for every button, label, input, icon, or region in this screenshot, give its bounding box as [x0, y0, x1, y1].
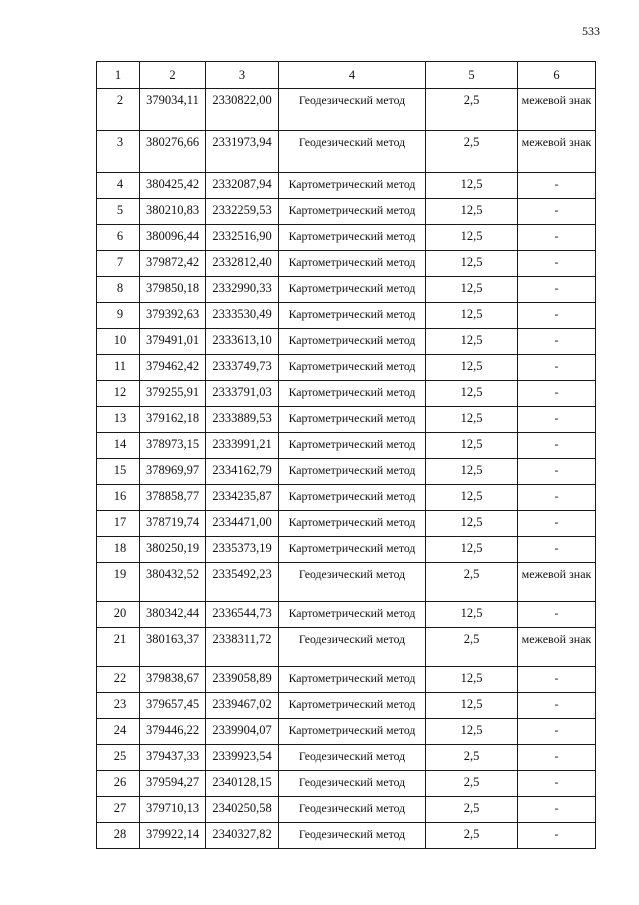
cell-y-coordinate: 2333530,49	[206, 303, 279, 329]
table-row	[97, 771, 596, 797]
cell-x-coordinate: 379255,91	[140, 381, 206, 407]
cell-accuracy: 12,5	[426, 251, 518, 277]
cell-accuracy: 12,5	[426, 173, 518, 199]
cell-accuracy: 12,5	[426, 511, 518, 537]
cell-x-coordinate: 379034,11	[140, 89, 206, 131]
cell-y-coordinate: 2332259,53	[206, 199, 279, 225]
cell-method: Картометрический метод	[279, 173, 426, 199]
cell-boundary-mark: -	[518, 602, 596, 628]
cell-boundary-mark: межевой знак	[518, 563, 596, 602]
cell-y-coordinate: 2332087,94	[206, 173, 279, 199]
cell-method: Картометрический метод	[279, 511, 426, 537]
cell-x-coordinate: 379922,14	[140, 823, 206, 849]
cell-accuracy: 12,5	[426, 693, 518, 719]
table-row	[97, 329, 596, 355]
cell-point-number: 15	[97, 459, 140, 485]
table-row	[97, 797, 596, 823]
cell-y-coordinate: 2333613,10	[206, 329, 279, 355]
table-row	[97, 537, 596, 563]
cell-method: Геодезический метод	[279, 823, 426, 849]
cell-point-number: 2	[97, 89, 140, 131]
table-row	[97, 277, 596, 303]
header-cell-5: 5	[426, 62, 518, 89]
cell-method: Геодезический метод	[279, 563, 426, 602]
cell-method: Картометрический метод	[279, 381, 426, 407]
cell-y-coordinate: 2334235,87	[206, 485, 279, 511]
cell-x-coordinate: 379491,01	[140, 329, 206, 355]
table-row	[97, 199, 596, 225]
cell-point-number: 4	[97, 173, 140, 199]
cell-point-number: 26	[97, 771, 140, 797]
page-number: 533	[582, 24, 600, 38]
cell-accuracy: 12,5	[426, 225, 518, 251]
table-row	[97, 459, 596, 485]
cell-method: Картометрический метод	[279, 719, 426, 745]
cell-point-number: 28	[97, 823, 140, 849]
cell-point-number: 10	[97, 329, 140, 355]
cell-accuracy: 2,5	[426, 745, 518, 771]
cell-y-coordinate: 2330822,00	[206, 89, 279, 131]
cell-point-number: 13	[97, 407, 140, 433]
cell-boundary-mark: -	[518, 693, 596, 719]
cell-method: Геодезический метод	[279, 771, 426, 797]
cell-point-number: 8	[97, 277, 140, 303]
cell-y-coordinate: 2333791,03	[206, 381, 279, 407]
cell-method: Картометрический метод	[279, 459, 426, 485]
cell-x-coordinate: 380250,19	[140, 537, 206, 563]
coordinates-table	[96, 61, 596, 849]
cell-boundary-mark: -	[518, 511, 596, 537]
cell-x-coordinate: 379872,42	[140, 251, 206, 277]
cell-point-number: 21	[97, 628, 140, 667]
cell-y-coordinate: 2338311,72	[206, 628, 279, 667]
cell-point-number: 11	[97, 355, 140, 381]
cell-point-number: 24	[97, 719, 140, 745]
cell-accuracy: 12,5	[426, 355, 518, 381]
cell-boundary-mark: -	[518, 381, 596, 407]
cell-x-coordinate: 379392,63	[140, 303, 206, 329]
cell-point-number: 22	[97, 667, 140, 693]
cell-y-coordinate: 2336544,73	[206, 602, 279, 628]
cell-point-number: 3	[97, 131, 140, 173]
cell-y-coordinate: 2333991,21	[206, 433, 279, 459]
cell-boundary-mark: -	[518, 459, 596, 485]
header-cell-1: 1	[97, 62, 140, 89]
cell-x-coordinate: 380210,83	[140, 199, 206, 225]
cell-x-coordinate: 380432,52	[140, 563, 206, 602]
cell-method: Картометрический метод	[279, 277, 426, 303]
cell-x-coordinate: 380096,44	[140, 225, 206, 251]
cell-x-coordinate: 379594,27	[140, 771, 206, 797]
cell-y-coordinate: 2339058,89	[206, 667, 279, 693]
table-row	[97, 693, 596, 719]
cell-method: Геодезический метод	[279, 89, 426, 131]
cell-boundary-mark: -	[518, 225, 596, 251]
cell-y-coordinate: 2339467,02	[206, 693, 279, 719]
cell-point-number: 14	[97, 433, 140, 459]
table-row	[97, 407, 596, 433]
cell-x-coordinate: 380163,37	[140, 628, 206, 667]
cell-method: Картометрический метод	[279, 537, 426, 563]
cell-x-coordinate: 378969,97	[140, 459, 206, 485]
cell-x-coordinate: 379838,67	[140, 667, 206, 693]
cell-y-coordinate: 2334162,79	[206, 459, 279, 485]
cell-boundary-mark: -	[518, 329, 596, 355]
cell-x-coordinate: 378973,15	[140, 433, 206, 459]
cell-point-number: 17	[97, 511, 140, 537]
cell-boundary-mark: -	[518, 407, 596, 433]
table-row	[97, 628, 596, 667]
cell-boundary-mark: межевой знак	[518, 89, 596, 131]
cell-boundary-mark: -	[518, 797, 596, 823]
table-row	[97, 381, 596, 407]
table-row	[97, 89, 596, 131]
cell-accuracy: 12,5	[426, 199, 518, 225]
table-row	[97, 173, 596, 199]
cell-accuracy: 12,5	[426, 407, 518, 433]
cell-y-coordinate: 2331973,94	[206, 131, 279, 173]
cell-accuracy: 12,5	[426, 381, 518, 407]
cell-boundary-mark: -	[518, 173, 596, 199]
cell-y-coordinate: 2339923,54	[206, 745, 279, 771]
cell-method: Картометрический метод	[279, 251, 426, 277]
cell-method: Картометрический метод	[279, 355, 426, 381]
table-row	[97, 667, 596, 693]
cell-accuracy: 12,5	[426, 602, 518, 628]
cell-y-coordinate: 2340128,15	[206, 771, 279, 797]
cell-x-coordinate: 379462,42	[140, 355, 206, 381]
cell-point-number: 25	[97, 745, 140, 771]
cell-accuracy: 12,5	[426, 485, 518, 511]
cell-boundary-mark: -	[518, 433, 596, 459]
cell-accuracy: 12,5	[426, 277, 518, 303]
cell-method: Геодезический метод	[279, 628, 426, 667]
table-row	[97, 251, 596, 277]
cell-y-coordinate: 2333889,53	[206, 407, 279, 433]
cell-point-number: 27	[97, 797, 140, 823]
cell-accuracy: 2,5	[426, 89, 518, 131]
cell-method: Картометрический метод	[279, 225, 426, 251]
cell-boundary-mark: -	[518, 485, 596, 511]
cell-accuracy: 12,5	[426, 433, 518, 459]
cell-method: Картометрический метод	[279, 602, 426, 628]
table-row	[97, 131, 596, 173]
cell-accuracy: 12,5	[426, 667, 518, 693]
cell-accuracy: 2,5	[426, 797, 518, 823]
cell-boundary-mark: -	[518, 277, 596, 303]
cell-x-coordinate: 379710,13	[140, 797, 206, 823]
table-row	[97, 485, 596, 511]
cell-method: Картометрический метод	[279, 667, 426, 693]
cell-boundary-mark: -	[518, 355, 596, 381]
table-row	[97, 745, 596, 771]
cell-accuracy: 2,5	[426, 771, 518, 797]
cell-point-number: 23	[97, 693, 140, 719]
cell-method: Картометрический метод	[279, 329, 426, 355]
header-cell-4: 4	[279, 62, 426, 89]
cell-point-number: 19	[97, 563, 140, 602]
cell-y-coordinate: 2335492,23	[206, 563, 279, 602]
header-cell-6: 6	[518, 62, 596, 89]
table-row	[97, 303, 596, 329]
cell-x-coordinate: 379162,18	[140, 407, 206, 433]
table-row	[97, 563, 596, 602]
cell-boundary-mark: -	[518, 719, 596, 745]
cell-point-number: 6	[97, 225, 140, 251]
cell-y-coordinate: 2339904,07	[206, 719, 279, 745]
cell-point-number: 9	[97, 303, 140, 329]
header-cell-3: 3	[206, 62, 279, 89]
cell-method: Картометрический метод	[279, 693, 426, 719]
cell-boundary-mark: -	[518, 771, 596, 797]
cell-accuracy: 2,5	[426, 628, 518, 667]
table-row	[97, 225, 596, 251]
cell-method: Картометрический метод	[279, 433, 426, 459]
cell-y-coordinate: 2332812,40	[206, 251, 279, 277]
cell-point-number: 7	[97, 251, 140, 277]
cell-x-coordinate: 380342,44	[140, 602, 206, 628]
cell-boundary-mark: межевой знак	[518, 628, 596, 667]
table-row	[97, 823, 596, 849]
table-row	[97, 602, 596, 628]
table-row	[97, 355, 596, 381]
cell-boundary-mark: межевой знак	[518, 131, 596, 173]
cell-point-number: 5	[97, 199, 140, 225]
cell-boundary-mark: -	[518, 745, 596, 771]
cell-boundary-mark: -	[518, 667, 596, 693]
cell-point-number: 12	[97, 381, 140, 407]
cell-accuracy: 12,5	[426, 537, 518, 563]
cell-boundary-mark: -	[518, 303, 596, 329]
cell-y-coordinate: 2333749,73	[206, 355, 279, 381]
cell-y-coordinate: 2340250,58	[206, 797, 279, 823]
table-row	[97, 511, 596, 537]
cell-method: Картометрический метод	[279, 485, 426, 511]
table-row	[97, 433, 596, 459]
cell-method: Геодезический метод	[279, 131, 426, 173]
cell-point-number: 16	[97, 485, 140, 511]
cell-method: Геодезический метод	[279, 797, 426, 823]
cell-accuracy: 2,5	[426, 823, 518, 849]
cell-point-number: 20	[97, 602, 140, 628]
cell-method: Картометрический метод	[279, 303, 426, 329]
table-header-row	[97, 62, 596, 89]
header-cell-2: 2	[140, 62, 206, 89]
cell-y-coordinate: 2340327,82	[206, 823, 279, 849]
cell-accuracy: 2,5	[426, 131, 518, 173]
cell-x-coordinate: 378719,74	[140, 511, 206, 537]
cell-x-coordinate: 380425,42	[140, 173, 206, 199]
cell-point-number: 18	[97, 537, 140, 563]
cell-accuracy: 12,5	[426, 459, 518, 485]
cell-x-coordinate: 379446,22	[140, 719, 206, 745]
cell-x-coordinate: 380276,66	[140, 131, 206, 173]
table-row	[97, 719, 596, 745]
cell-x-coordinate: 379437,33	[140, 745, 206, 771]
cell-method: Картометрический метод	[279, 199, 426, 225]
cell-y-coordinate: 2332516,90	[206, 225, 279, 251]
cell-accuracy: 2,5	[426, 563, 518, 602]
cell-method: Геодезический метод	[279, 745, 426, 771]
cell-method: Картометрический метод	[279, 407, 426, 433]
cell-boundary-mark: -	[518, 251, 596, 277]
cell-boundary-mark: -	[518, 823, 596, 849]
cell-accuracy: 12,5	[426, 303, 518, 329]
cell-boundary-mark: -	[518, 537, 596, 563]
cell-x-coordinate: 379657,45	[140, 693, 206, 719]
cell-boundary-mark: -	[518, 199, 596, 225]
cell-x-coordinate: 378858,77	[140, 485, 206, 511]
cell-accuracy: 12,5	[426, 329, 518, 355]
cell-accuracy: 12,5	[426, 719, 518, 745]
cell-y-coordinate: 2334471,00	[206, 511, 279, 537]
cell-y-coordinate: 2335373,19	[206, 537, 279, 563]
cell-x-coordinate: 379850,18	[140, 277, 206, 303]
cell-y-coordinate: 2332990,33	[206, 277, 279, 303]
